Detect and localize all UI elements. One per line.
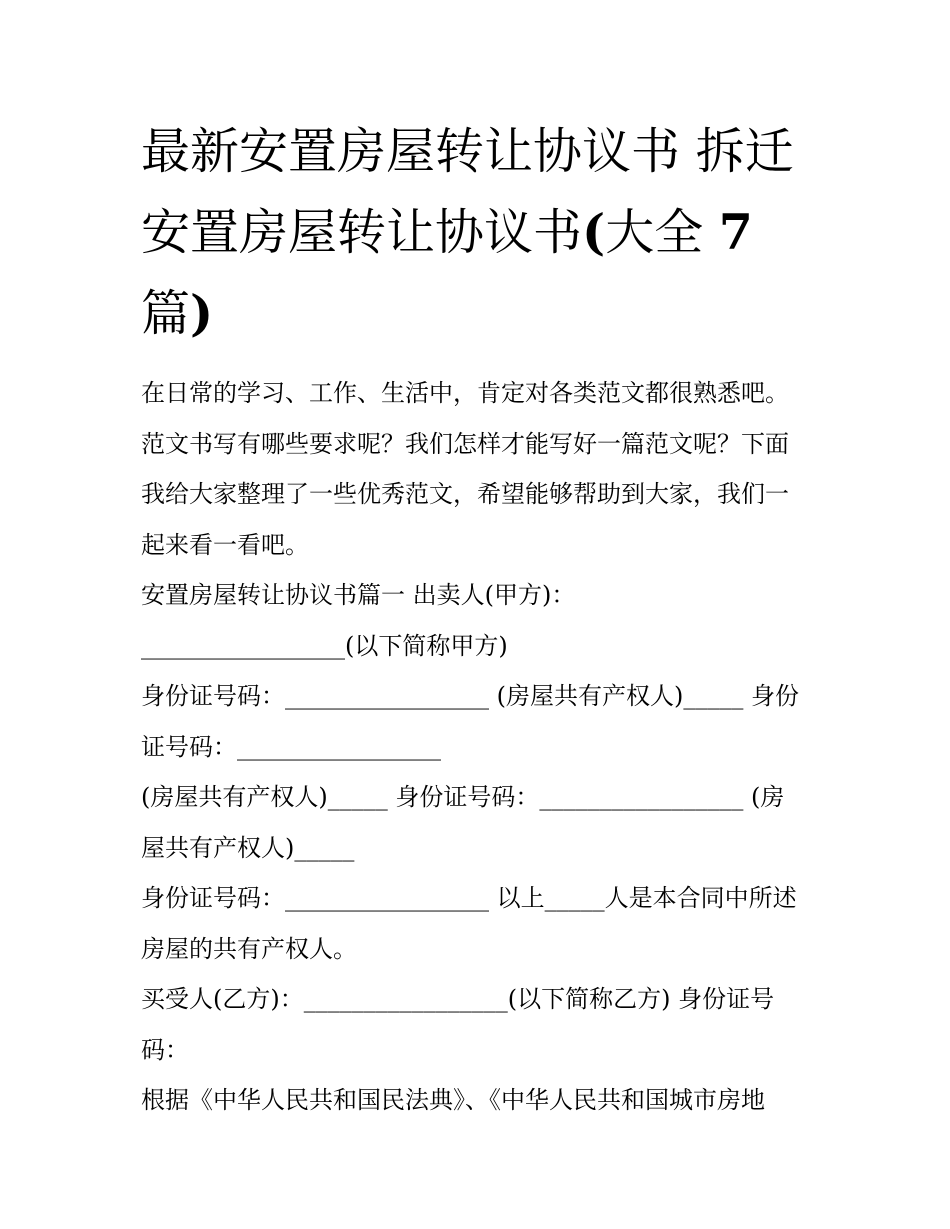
document-title [141,112,813,354]
text-line: 根据《中华人民共和国民法典》、《中华人民共和国城市房地 [141,1086,765,1114]
co-owner-paragraph [141,772,813,873]
text-line: 范文书写有哪些要求呢？我们怎样才能写好一篇范文呢？下面 [141,429,789,458]
text-line: 在日常的学习、工作、生活中，肯定对各类范文都很熟悉吧。 [141,379,789,407]
legal-basis-paragraph [141,1075,813,1126]
title-latin-run: ( [582,203,606,261]
text-line: 屋共有产权人)_____ [141,833,355,862]
id-number-paragraph [141,671,813,772]
text-line: 安置房屋转让协议书篇一 出卖人(甲方)： [141,581,576,609]
co-owner-summary-paragraph [141,873,813,974]
text-line: _________________(以下简称甲方) [141,631,508,660]
text-line: 码： [141,1035,189,1064]
text-line: (房屋共有产权人)_____ 身份证号码：_________________ (房 [141,783,785,811]
intro-paragraph [141,368,813,570]
title-line-3: 篇) [141,284,214,342]
buyer-paragraph [141,974,813,1075]
text-line: 买受人(乙方)：_________________(以下简称乙方) 身份证号 [141,985,775,1013]
title-line-1: 最新安置房屋转让协议书 拆迁 [141,123,794,180]
document-content [141,112,813,1126]
text-line: 身份证号码：_________________ 以上_____人是本合同中所述 [141,884,797,912]
title-line-2: 安置房屋转让协议书(大全 7 [141,203,753,261]
seller-name-paragraph [141,621,813,672]
document-body [141,368,813,1126]
text-line: 我给大家整理了一些优秀范文，希望能够帮助到大家，我们一 [141,480,789,508]
title-latin-run: ) [190,284,214,342]
title-latin-run: 7 [718,203,753,261]
text-line: 身份证号码：_________________ (房屋共有产权人)_____ 身份 [141,682,799,710]
text-line: 起来看一看吧。 [141,530,309,559]
text-line: 证号码：_________________ [141,732,441,761]
text-line: 房屋的共有产权人。 [141,934,357,963]
section-heading-paragraph [141,570,813,621]
